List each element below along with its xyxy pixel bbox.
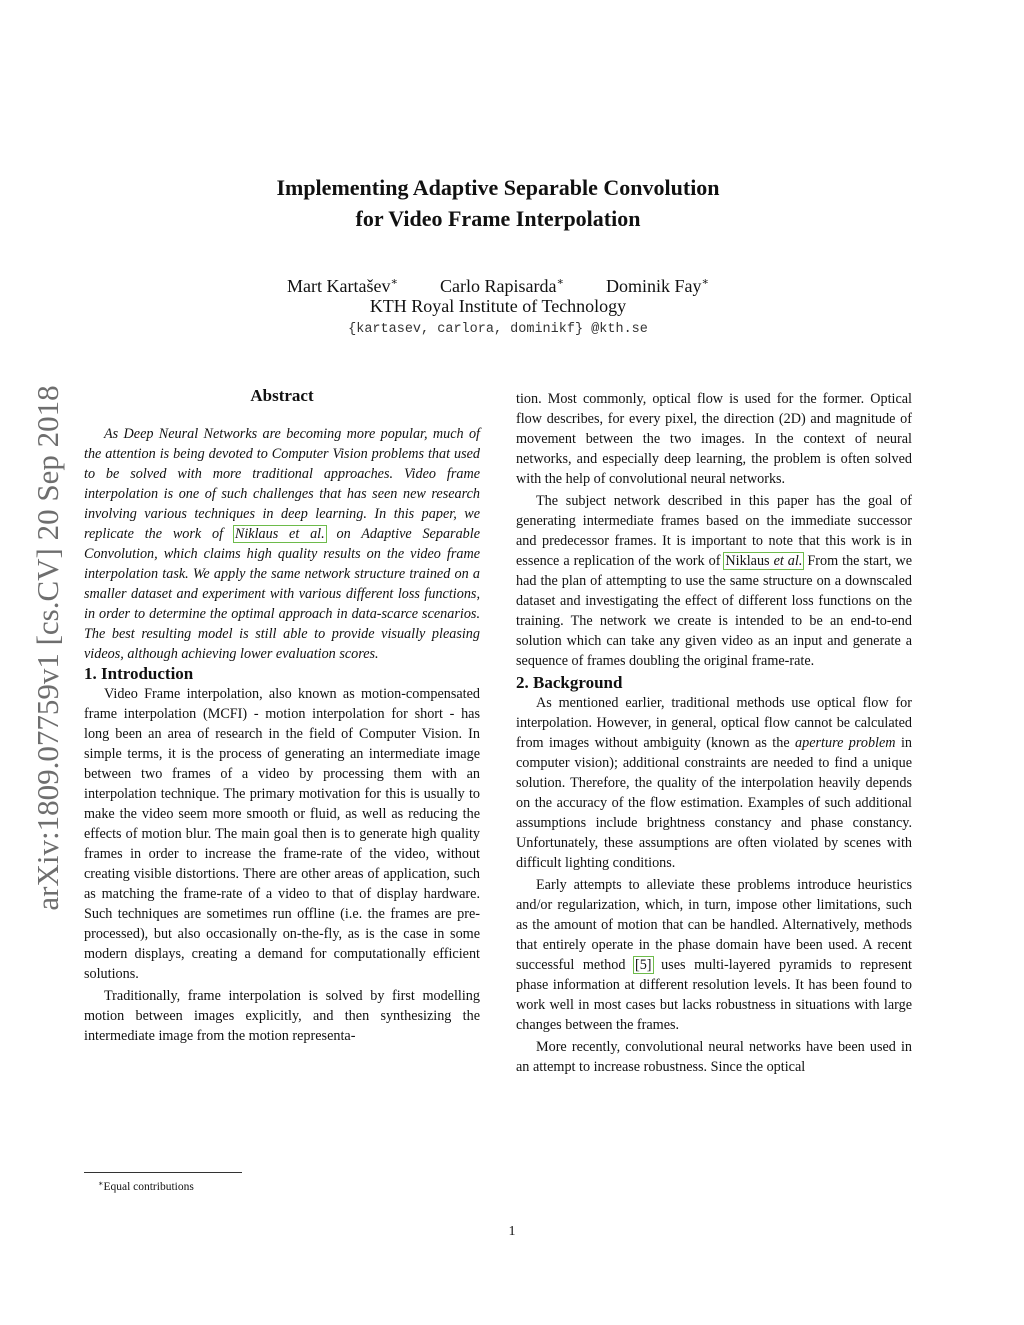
section-heading-background: 2. Background	[516, 673, 623, 692]
section-heading-introduction: 1. Introduction	[84, 664, 194, 683]
footnote: ∗Equal contributions	[98, 1179, 194, 1193]
author: Dominik Fay∗	[605, 276, 709, 296]
citation-link[interactable]: Niklaus et al.	[234, 526, 325, 542]
intro-paragraph: The subject network described in this paper has the goal of generating intermediate frames based on the immediate successor and predecessor frames. It is important to note that this work is in essence a replication of the work of Niklaus et al. From the start, we had the plan of attempting to use the same structure on a downscaled dataset and investigating the effect of different loss functions on the training. The network we create is intended to be an end-to-end solution which can take any given video as an input and generate a sequence of frames doubling the original frame-rate.	[516, 493, 912, 669]
paper-title	[200, 172, 796, 234]
affiliation: KTH Royal Institute of Technology	[369, 296, 627, 316]
right-column	[516, 389, 912, 1079]
abstract-text: As Deep Neural Networks are becoming more popular, much of the attention is being devoted to Computer Vision problems that used to be solved with more traditional approaches. Video frame interpolation is one of such challenges that has seen new research involving various techniques in deep learning. In this paper, we replicate the work of Niklaus et al. on Adaptive Separable Convolution, which claims high quality results on the video frame interpolation task. We apply the same network structure trained on a smaller dataset and experiment with various different loss functions, in order to determine the optimal approach in data-scarce scenarios. The best resulting model is still able to provide visually pleasing videos, although achieving lower evaluation scores.	[84, 426, 480, 662]
arxiv-identifier: arXiv:1809.07759v1 [cs.CV] 20 Sep 2018	[30, 385, 65, 911]
background-paragraph: As mentioned earlier, traditional methods use optical flow for interpolation. However, in general, optical flow cannot be calculated from images without ambiguity (known as the aperture problem in computer vision); additional constraints are needed to find a unique solution. Therefore, the quality of the interpolation heavily depends on the accuracy of the flow estimation. Examples of such additional assumptions include brightness constancy and phase constancy. Unfortunately, these assumptions are often violated by scenes with difficult lighting conditions.	[516, 695, 912, 871]
title-line-1: Implementing Adaptive Separable Convolution	[276, 175, 720, 200]
author-emails: {kartasev, carlora, dominikf} @kth.se	[348, 322, 648, 337]
title-line-2: for Video Frame Interpolation	[355, 206, 641, 231]
author: Carlo Rapisarda∗	[440, 276, 564, 296]
background-paragraph: More recently, convolutional neural networks have been used in an attempt to increase robustness. Since the optical	[516, 1039, 912, 1075]
background-paragraph: Early attempts to alleviate these problems introduce heuristics and/or regularization, which, in turn, impose other limitations, such as the amount of motion that can be handled. Alternatively, methods that entirely operate in the phase domain have been used. A recent successful method [5] uses multi-layered pyramids to represent phase information at different resolution levels. It has been found to work well in most cases but lacks robustness in situations with large changes between the frames.	[516, 877, 912, 1033]
citation-link[interactable]: Niklaus et al.	[725, 553, 803, 569]
intro-paragraph: Video Frame interpolation, also known as motion-compensated frame interpolation (MCFI) - motion interpolation for short - has long been an area of research in the field of Computer Vision. In simple terms, it is the process of generating an intermediate image between two frames of a video by processing them with an interpolation technique. The primary motivation for this is usually to make the video seem more smooth or fluid, as well as reducing the effects of motion blur. The main goal then is to generate high quality frames in order to increase the frame-rate of the video, without creating visible distortions. There are other areas of application, such as matching the frame-rate of a video to that of display hardware. Such techniques are sometimes run offline (i.e. the frames are pre-processed), but also occasionally on-the-fly, as is the case in some modern displays, creating a demand for computationally efficient solutions.	[84, 686, 480, 982]
page-number: 1	[508, 1224, 516, 1239]
citation-link[interactable]: [5]	[634, 957, 652, 973]
footnote-divider	[84, 1172, 242, 1173]
author: Mart Kartašev∗	[287, 276, 398, 296]
intro-paragraph: Traditionally, frame interpolation is solved by first modelling motion between images explicitly, and then synthesizing the intermediate image from the motion representa-	[84, 988, 480, 1044]
abstract-heading: Abstract	[250, 386, 314, 405]
intro-paragraph-continued: tion. Most commonly, optical flow is used for the former. Optical flow describes, for every pixel, the direction (2D) and magnitude of movement between the two images. In the context of neural networks, and especially deep learning, the problem is often solved with the help of convolutional neural networks.	[516, 391, 912, 487]
left-column	[84, 386, 480, 1048]
